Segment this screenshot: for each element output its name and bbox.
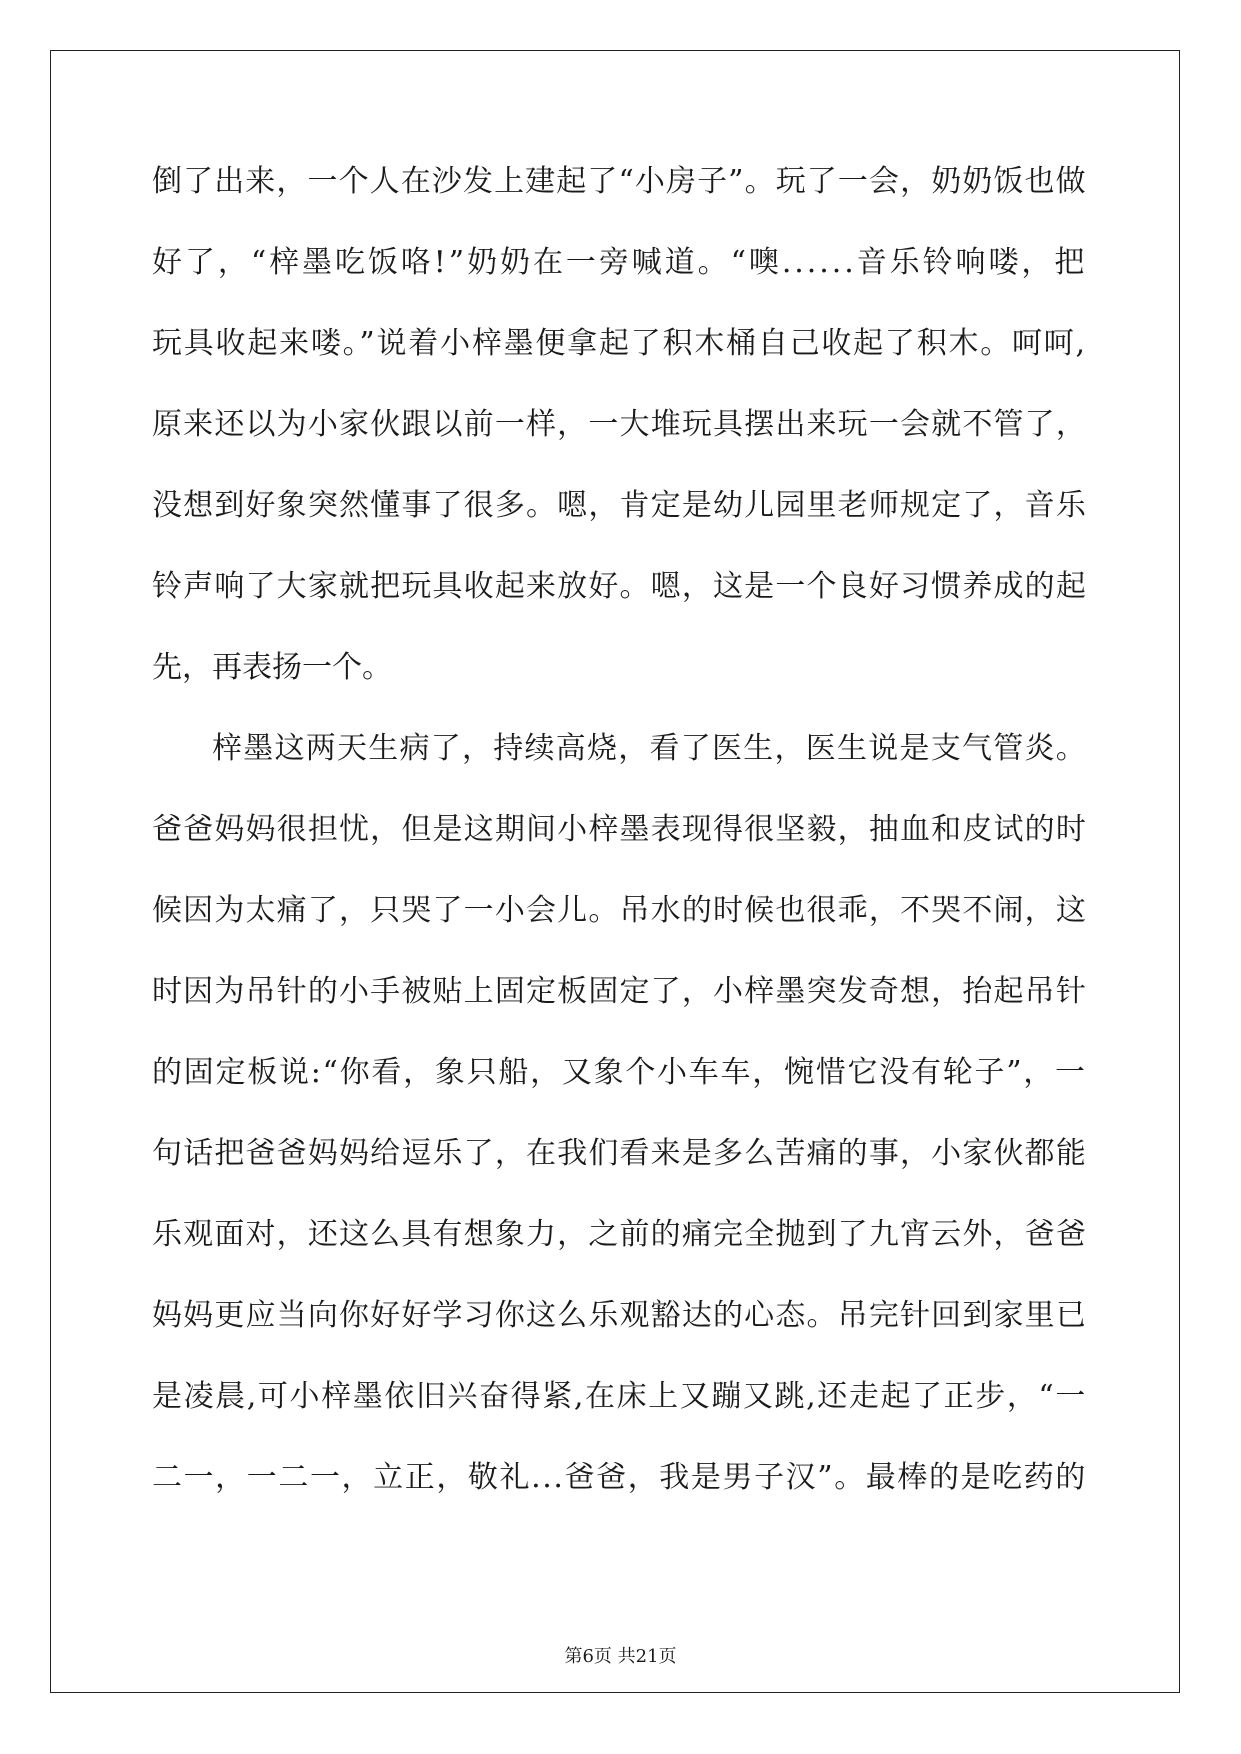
text-line: 铃声响了大家就把玩具收起来放好。嗯，这是一个良好习惯养成的起 <box>152 569 1087 604</box>
text-line: 好了，“梓墨吃饭咯!”奶奶在一旁喊道。“噢......音乐铃响喽，把 <box>152 245 1088 280</box>
text-line: 时因为吊针的小手被贴上固定板固定了，小梓墨突发奇想，抬起吊针 <box>152 974 1087 1009</box>
text-line: 二一，一二一，立正，敬礼...爸爸，我是男子汉”。最棒的是吃药的 <box>152 1460 1087 1495</box>
text-line: 候因为太痛了，只哭了一小会儿。吊水的时候也很乖，不哭不闹，这 <box>152 893 1087 928</box>
paragraph-2 <box>152 723 1087 1533</box>
text-line: 乐观面对，还这么具有想象力，之前的痛完全抛到了九宵云外，爸爸 <box>152 1217 1087 1252</box>
text-line: 先，再表扬一个。 <box>152 650 392 685</box>
document-body <box>152 156 1087 1533</box>
text-line: 玩具收起来喽。”说着小梓墨便拿起了积木桶自己收起了积木。呵呵, <box>152 326 1087 361</box>
text-line: 妈妈更应当向你好好学习你这么乐观豁达的心态。吊完针回到家里已 <box>152 1298 1087 1333</box>
text-line: 句话把爸爸妈妈给逗乐了，在我们看来是多么苦痛的事，小家伙都能 <box>152 1136 1087 1171</box>
text-line: 没想到好象突然懂事了很多。嗯，肯定是幼儿园里老师规定了，音乐 <box>152 488 1087 523</box>
text-line: 原来还以为小家伙跟以前一样，一大堆玩具摆出来玩一会就不管了， <box>152 407 1087 442</box>
text-line: 倒了出来，一个人在沙发上建起了“小房子”。玩了一会，奶奶饭也做 <box>152 164 1087 199</box>
text-line: 梓墨这两天生病了，持续高烧，看了医生，医生说是支气管炎。 <box>212 731 1087 766</box>
text-line: 是凌晨,可小梓墨依旧兴奋得紧,在床上又蹦又跳,还走起了正步，“一 <box>152 1379 1087 1414</box>
paragraph-1 <box>152 156 1087 723</box>
text-line: 的固定板说:“你看，象只船，又象个小车车，惋惜它没有轮子”，一 <box>152 1055 1087 1090</box>
page-number-footer: 第6页 共21页 <box>564 1646 677 1667</box>
text-line: 爸爸妈妈很担忧，但是这期间小梓墨表现得很坚毅，抽血和皮试的时 <box>152 812 1087 847</box>
